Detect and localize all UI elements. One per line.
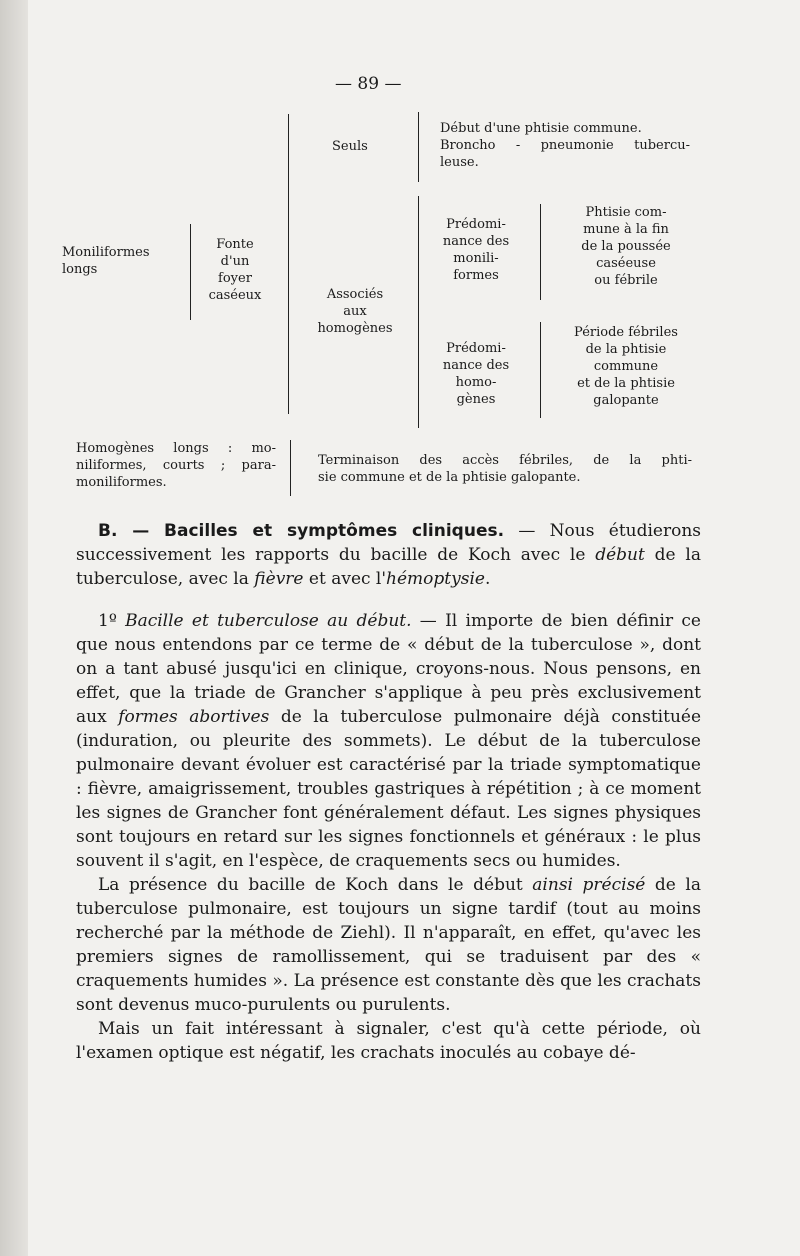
predom1-desc: Phtisie com- mune à la fin de la poussée caséeuse ou fébrile: [581, 205, 671, 288]
brace-col2: [288, 114, 289, 414]
brace-col1: [190, 224, 191, 320]
col2-label: Fonte d'un foyer caséeux: [208, 237, 262, 303]
bottom-right-desc: Terminaison des accès fébriles, de la phti- sie commune et de la phtisie galopante.: [318, 453, 692, 485]
brace-predom1: [540, 204, 541, 300]
section-b-heading: B. — Bacilles et symptômes cliniques.: [98, 521, 505, 541]
brace-associes: [418, 196, 419, 428]
paragraph-1: 1º Bacille et tuberculose au début. — Il importe de bien définir ce que nous entendons par ce terme de « début de la tuberculose », dont on a tant abusé jusqu'ici en clinique, croyons-nous. Nous pensons, en effet, que la triade de Grancher s'applique à peu près exclusivement aux formes abortives de la tuberculose pulmonaire déjà constituée (induration, ou pleurite des sommets). Le début de la tuberculose pulmonaire devant évoluer est caractérisé par la triade symptomatique : fièvre, amaigrissement, troubles gastriques à répétition ; à ce moment les signes de Grancher font généralement défaut. Les signes physiques sont toujours en retard sur les signes fonctionnels et généraux : le plus souvent il s'agit, en l'espèce, de craquements secs ou humides.: [76, 611, 702, 871]
predom1-label: Prédomi- nance des monili- formes: [442, 217, 510, 283]
brace-predom2: [540, 322, 541, 418]
associes-label: Associés aux homogènes: [317, 287, 393, 336]
predom2-desc: Période fébriles de la phtisie commune et de la phtisie galopante: [574, 325, 678, 408]
paragraph-3: Mais un fait intéressant à signaler, c'est qu'à cette période, où l'examen optique est négatif, les crachats inoculés au cobaye dé-: [76, 1019, 701, 1063]
brace-seuls: [418, 112, 419, 182]
bottom-left-label: Homogènes longs : mo- niliformes, courts ; para- moniliformes.: [76, 441, 276, 490]
section-b: B. — Bacilles et symptômes cliniques. — Nous étudierons successivement les rapports du bacille de Koch avec le début de la tuberculose, avec la fièvre et avec l'hémoptysie.: [76, 521, 702, 589]
paragraph-2: La présence du bacille de Koch dans le début ainsi précisé de la tuberculose pulmonaire, est toujours un signe tardif (tout au moins recherché par la méthode de Ziehl). Il n'apparaît, en effet, qu'avec les premiers signes de ramollissement, qui se traduisent par des « craquements humides ». La présence est constante dès que les crachats sont devenus muco-purulents ou purulents.: [76, 875, 701, 1015]
page-number: — 89 —: [335, 74, 402, 94]
body-text: [76, 609, 701, 1065]
seuls-label: Seuls: [332, 139, 368, 154]
brace-bottom: [290, 440, 291, 496]
predom2-label: Prédomi- nance des homo- gènes: [442, 341, 510, 407]
page-edge: [0, 0, 28, 1256]
seuls-desc: Début d'une phtisie commune. Broncho - pneumonie tubercu- leuse.: [440, 121, 690, 170]
col1-label: Moniliformes longs: [62, 245, 150, 277]
